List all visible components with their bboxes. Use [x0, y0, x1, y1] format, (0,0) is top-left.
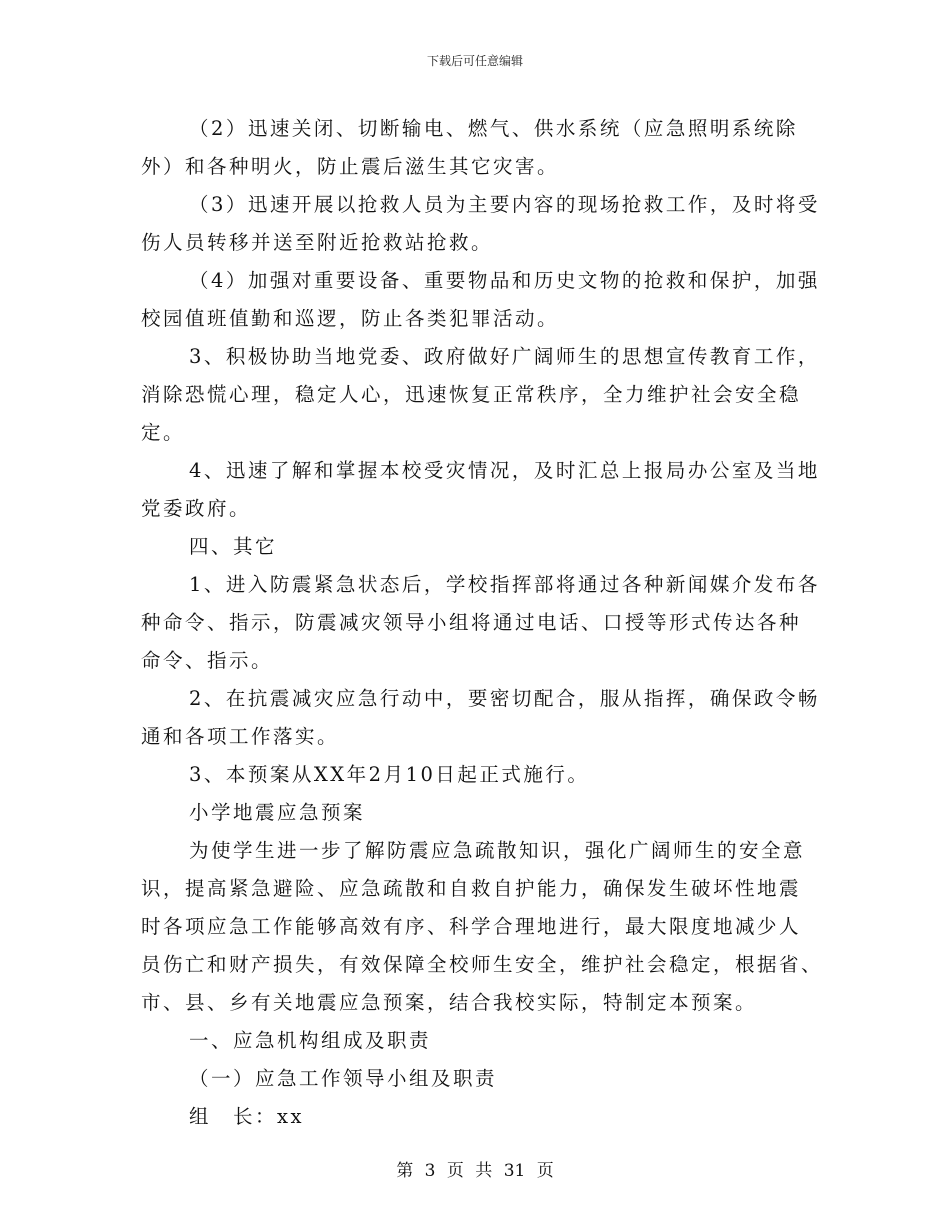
- document-body: [141, 110, 824, 1136]
- text-line: 四、其它: [189, 535, 278, 558]
- text-line: 3、积极协助当地党委、政府做好广阔师生的思想宣传教育工作，: [189, 345, 820, 368]
- text-line: 通和各项工作落实。: [141, 725, 340, 748]
- text-line: 4、迅速了解和掌握本校受灾情况，及时汇总上报局办公室及当地: [189, 459, 820, 482]
- text-line: 一、应急机构组成及职责: [189, 1029, 432, 1052]
- text-line: （3）迅速开展以抢救人员为主要内容的现场抢救工作，及时将受: [189, 193, 820, 216]
- text-line: 伤人员转移并送至附近抢救站抢救。: [141, 231, 494, 254]
- text-line: 命令、指示。: [141, 649, 274, 672]
- text-line: （一）应急工作领导小组及职责: [189, 1067, 498, 1090]
- text-line: 员伤亡和财产损失，有效保障全校师生安全，维护社会稳定，根据省、: [141, 953, 824, 976]
- page-footer: 第 3 页 共 31 页: [396, 1161, 554, 1181]
- text-line: （4）加强对重要设备、重要物品和历史文物的抢救和保护，加强: [189, 269, 820, 292]
- text-line: 3、本预案从XX年2月10日起正式施行。: [189, 763, 590, 786]
- text-line: 种命令、指示，防震减灾领导小组将通过电话、口授等形式传达各种: [141, 611, 802, 634]
- page-header: 下载后可任意编辑: [426, 54, 523, 68]
- text-line: 消除恐慌心理，稳定人心，迅速恢复正常秩序，全力维护社会安全稳: [141, 383, 802, 406]
- text-line: 2、在抗震减灾应急行动中，要密切配合，服从指挥，确保政令畅: [189, 687, 820, 710]
- text-line: 时各项应急工作能够高效有序、科学合理地进行，最大限度地减少人: [141, 915, 802, 938]
- text-line: 外）和各种明火，防止震后滋生其它灾害。: [141, 155, 560, 178]
- text-line: 小学地震应急预案: [189, 801, 366, 824]
- text-line: 识，提高紧急避险、应急疏散和自救自护能力，确保发生破坏性地震: [141, 877, 802, 900]
- text-line: 1、进入防震紧急状态后，学校指挥部将通过各种新闻媒介发布各: [189, 573, 820, 596]
- text-line: 校园值班值勤和巡逻，防止各类犯罪活动。: [141, 307, 560, 330]
- text-line: 党委政府。: [141, 497, 252, 520]
- text-line: 为使学生进一步了解防震应急疏散知识，强化广阔师生的安全意: [189, 839, 806, 862]
- text-line: 市、县、乡有关地震应急预案，结合我校实际，特制定本预案。: [141, 991, 758, 1014]
- text-line: （2）迅速关闭、切断输电、燃气、供水系统（应急照明系统除: [189, 117, 798, 140]
- text-line: 组 长：xx: [189, 1105, 304, 1128]
- text-line: 定。: [141, 421, 186, 444]
